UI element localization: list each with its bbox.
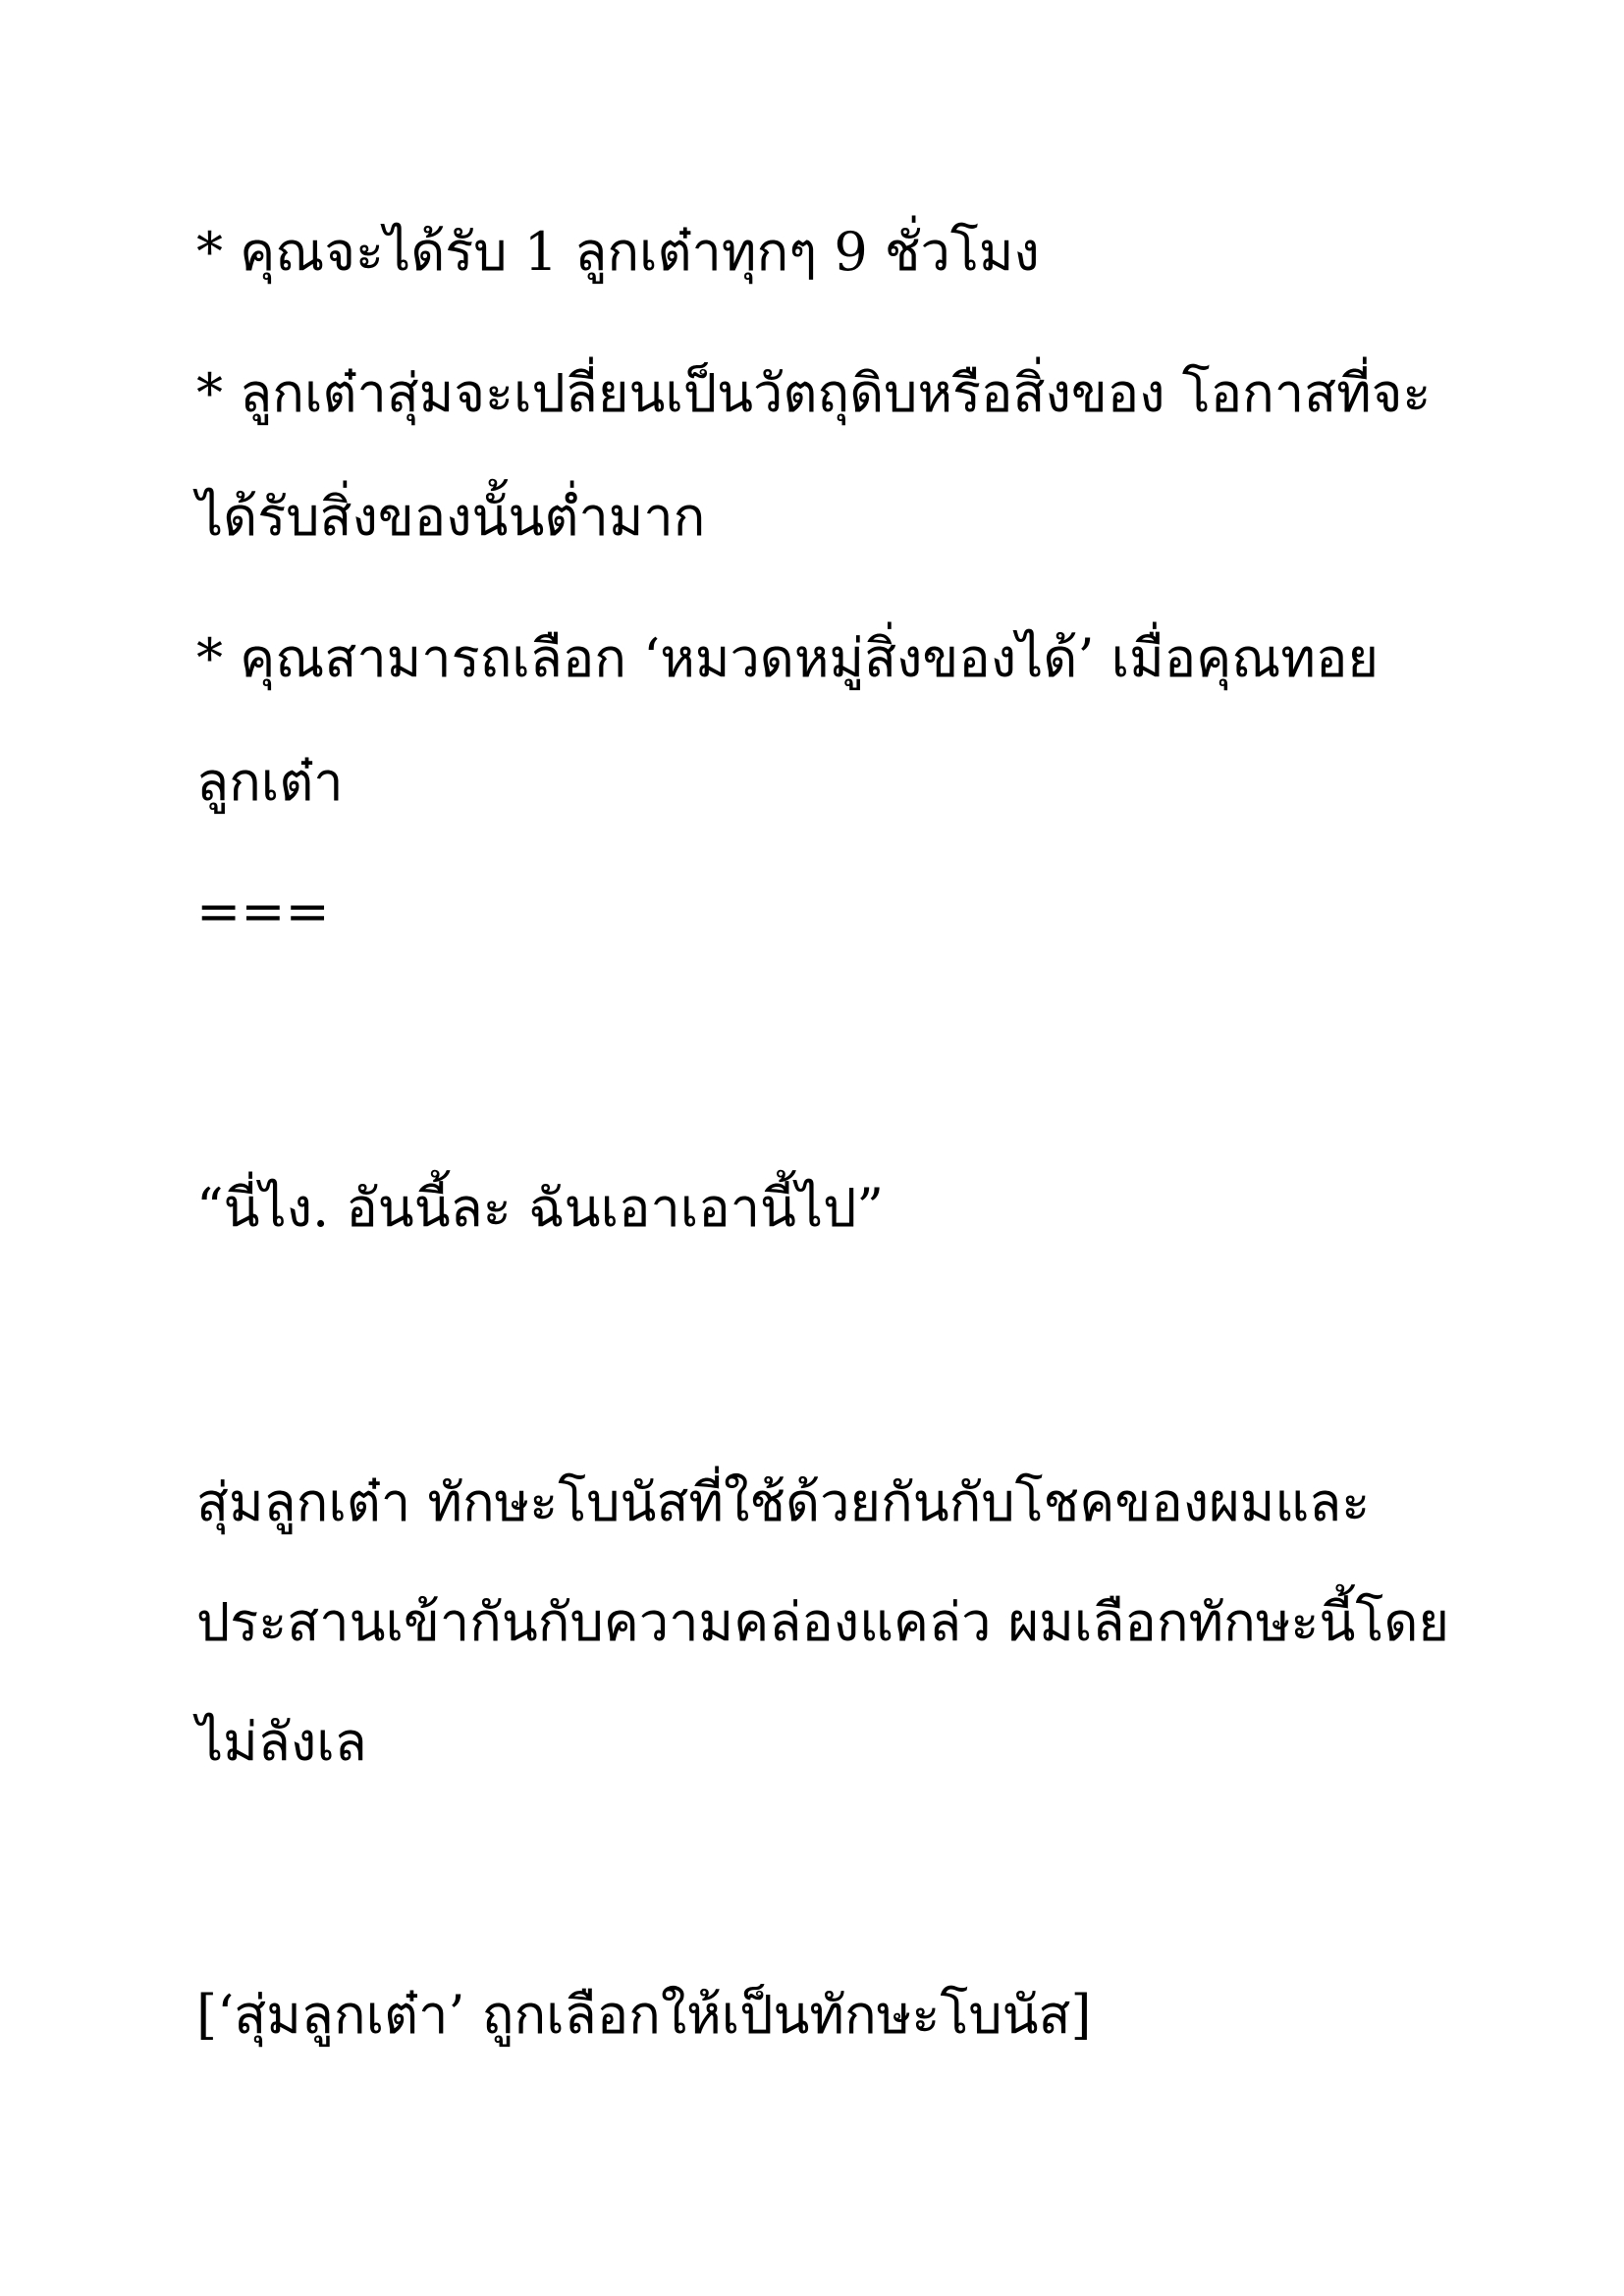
bullet-dice-every-9-hours: * คุณจะได้รับ 1 ลูกเต๋าทุกๆ 9 ชั่วโมง — [196, 221, 1040, 283]
section-divider: === — [196, 881, 330, 942]
paragraph-line-3: ไม่ลังเล — [196, 1711, 367, 1773]
paragraph-line-2: ประสานเข้ากันกับความคล่องแคล่ว ผมเลือกทักษะนี้โดย — [196, 1591, 1450, 1653]
bullet-random-dice-line-2: ได้รับสิ่งของนั้นต่ำมาก — [196, 486, 706, 548]
bullet-random-dice-line-1: * ลูกเต๋าสุ่มจะเปลี่ยนเป็นวัตถุดิบหรือสิ่งของ โอกาสที่จะ — [196, 362, 1432, 424]
paragraph-line-1: สุ่มลูกเต๋า ทักษะโบนัสที่ใช้ด้วยกันกับโชคของผมและ — [196, 1471, 1371, 1533]
bullet-choose-category-line-2: ลูกเต๋า — [196, 751, 344, 813]
bullet-choose-category-line-1: * คุณสามารถเลือก ‘หมวดหมู่สิ่งของได้’ เมื่อคุณทอย — [196, 627, 1380, 689]
system-message: [‘สุ่มลูกเต๋า’ ถูกเลือกให้เป็นทักษะโบนัส] — [196, 1984, 1092, 2046]
dialogue-line: “นี่ไง. อันนี้ละ ฉันเอาเอานี้ไป” — [196, 1177, 884, 1239]
